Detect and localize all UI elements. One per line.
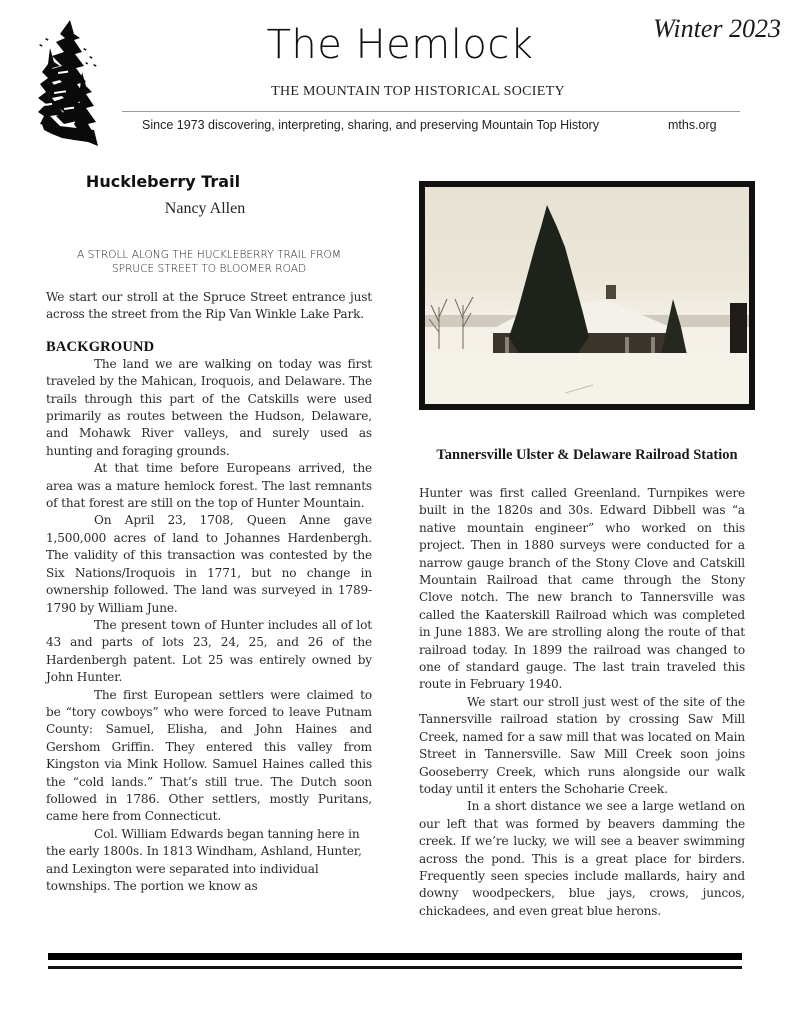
paragraph: On April 23, 1708, Queen Anne gave 1,500,000 acres of land to Johannes Hardenbergh. The validity of this transaction was contested by the Six Nations/Iroquois in 1771, but no change in ownership followed. The land was surveyed in 1789-1790 by William June. bbox=[46, 513, 372, 615]
photo-image bbox=[425, 187, 749, 404]
newsletter-title: The Hemlock bbox=[266, 22, 534, 68]
article-author: Nancy Allen bbox=[164, 200, 246, 217]
tagline: Since 1973 discovering, interpreting, sharing, and preserving Mountain Top History bbox=[142, 118, 599, 132]
website-link[interactable]: mths.org bbox=[668, 118, 717, 132]
paragraph: The land we are walking on today was first traveled by the Mahican, Iroquois, and Delaware. The trails through this part of the Catskills were used primarily as routes between the Hudson, Delaware, and Mohawk River valleys, and surely used as hunting and foraging grounds. bbox=[46, 356, 372, 458]
footer-divider-thin bbox=[48, 966, 742, 969]
article-subtitle bbox=[46, 248, 372, 276]
paragraph: The first European settlers were claimed to be “tory cowboys” who were forced to leave Putnam County: Samuel, Elisha, and John Haines and Gershom Griffin. They entered this valley from Kingston via Mink Hollow. Samuel Haines called this the “cold lands.” That’s still true. The Dutch soon followed in 1786. Other settlers, mostly Puritans, came here from Connecticut. bbox=[46, 687, 372, 824]
station-scene-icon bbox=[425, 187, 749, 404]
society-name: THE MOUNTAIN TOP HISTORICAL SOCIETY bbox=[271, 84, 565, 99]
right-column bbox=[419, 485, 745, 920]
subtitle-line-2: SPRUCE STREET TO BLOOMER ROAD bbox=[111, 263, 307, 275]
article-title: Huckleberry Trail bbox=[85, 172, 241, 191]
railroad-station-photo bbox=[419, 181, 755, 410]
paragraph: At that time before Europeans arrived, the area was a mature hemlock forest. The last remnants of that forest are still on the top of Hunter Mountain. bbox=[46, 461, 372, 511]
photo-caption: Tannersville Ulster & Delaware Railroad Station bbox=[436, 447, 738, 463]
hemlock-trees-icon bbox=[34, 12, 102, 152]
paragraph: Col. William Edwards began tanning here in the early 1800s. In 1813 Windham, Ashland, Hunter, and Lexington were separated into individual townships. The portion we know as bbox=[46, 826, 362, 893]
continued-paragraph: Hunter was first called Greenland. Turnpikes were built in the 1820s and 30s. Edward Dibbell was “a native mountain engineer” who worked on this project. Then in 1880 surveys were conducted for a narrow gauge branch of the Stony Clove and Catskill Mountain Railroad that came through the Stony Clove notch. The new branch to Tannersville was called the Kaaterskill Railroad which was completed in June 1883. We are strolling along the route of that railroad today. In 1899 the railroad was changed to one of standard gauge. The last train traveled this route in February 1940. bbox=[419, 486, 745, 692]
paragraph: In a short distance we see a large wetland on our left that was formed by beavers damming the creek. If we’re lucky, we will see a beaver swimming across the pond. This is a great place for birders. Frequently seen species include mallards, hairy and downy woodpeckers, blue jays, crows, juncos, chickadees, and even great blue herons. bbox=[419, 799, 745, 918]
intro-paragraph: We start our stroll at the Spruce Street entrance just across the street from the Rip Van Winkle Lake Park. bbox=[46, 290, 372, 322]
subtitle-line-1: A STROLL ALONG THE HUCKLEBERRY TRAIL FROM bbox=[77, 249, 341, 261]
header-divider bbox=[122, 111, 740, 112]
left-column bbox=[46, 172, 372, 895]
paragraph: We start our stroll just west of the site of the Tannersville railroad station by crossing Saw Mill Creek, named for a saw mill that was located on Main Street in Tannersville. Saw Mill Creek soon joins Gooseberry Creek, which runs alongside our walk today until it enters the Schoharie Creek. bbox=[419, 694, 745, 796]
footer-divider-thick bbox=[48, 953, 742, 960]
section-heading: BACKGROUND bbox=[46, 338, 155, 355]
paragraph: The present town of Hunter includes all of lot 43 and parts of lots 23, 24, 25, and 26 of the Hardenbergh patent. Lot 25 was entirely owned by John Hunter. bbox=[46, 617, 372, 685]
issue-label: Winter 2023 bbox=[653, 14, 781, 43]
